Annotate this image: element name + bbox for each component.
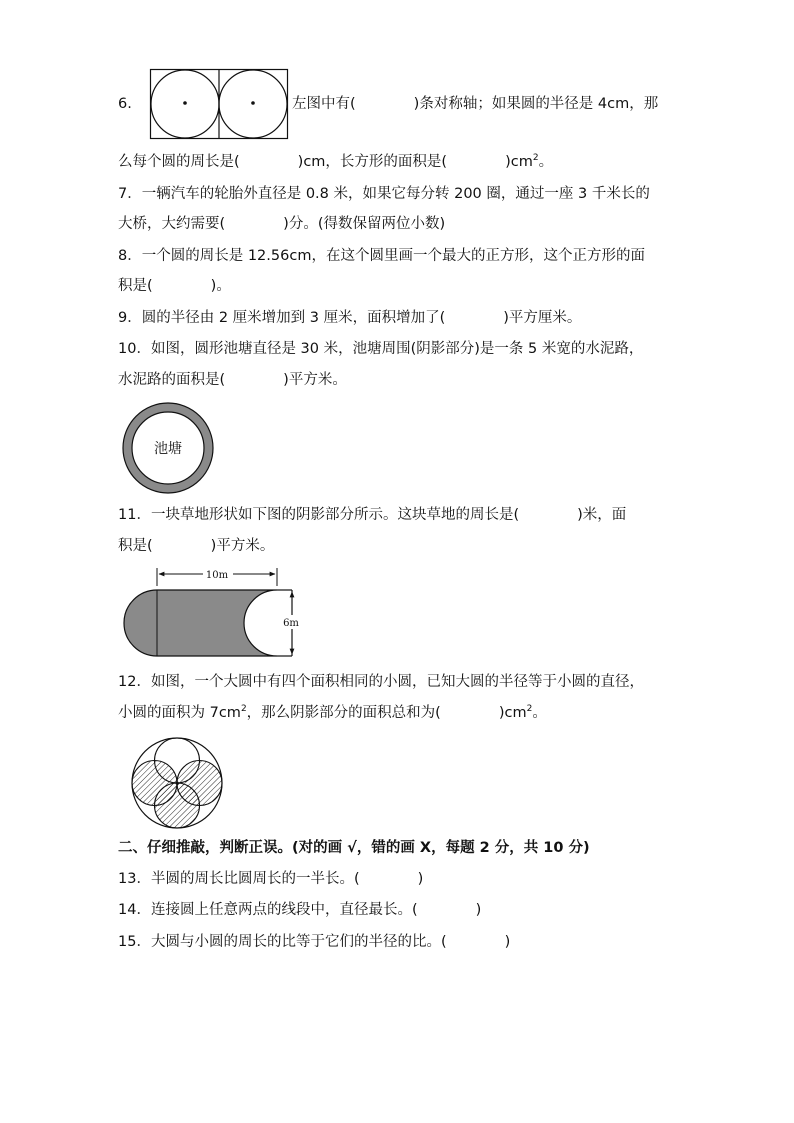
q12-line2-a: 小圆的面积为 7cm <box>118 705 241 721</box>
q11-figure <box>120 566 305 662</box>
q9-line1: 9．圆的半径由 2 厘米增加到 3 厘米，面积增加了( )平方厘米。 <box>118 310 582 326</box>
q6-text-b: 么每个圆的周长是( )cm，长方形的面积是( )cm <box>118 154 533 170</box>
q12-sup1: 2 <box>240 704 247 714</box>
q15-text: 15．大圆与小圆的周长的比等于它们的半径的比。( ) <box>118 934 511 950</box>
q10-figure <box>122 402 214 494</box>
q11-lawn-shape <box>124 590 277 656</box>
q11-line1: 11．一块草地形状如下图的阴影部分所示。这块草地的周长是( )米，面 <box>118 507 627 523</box>
q6-right-center <box>251 101 255 105</box>
q8-line2: 积是( )。 <box>118 278 231 294</box>
q11-height-label: 6m <box>283 618 299 629</box>
q12-small-circle-top <box>155 738 200 783</box>
q10-pond-label: 池塘 <box>154 441 182 457</box>
q6-figure <box>150 69 288 139</box>
q12-line2 <box>118 703 547 723</box>
q14-text: 14．连接圆上任意两点的线段中，直径最长。( ) <box>118 902 482 918</box>
q6-sup: 2 <box>532 153 539 163</box>
q10-line2: 水泥路的面积是( )平方米。 <box>118 372 347 388</box>
q8-line1: 8．一个圆的周长是 12.56cm，在这个圆里画一个最大的正方形，这个正方形的面 <box>118 248 645 264</box>
q11-line2: 积是( )平方米。 <box>118 538 275 554</box>
q12-line2-tail: 。 <box>532 705 547 721</box>
q13-text: 13．半圆的周长比圆周长的一半长。( ) <box>118 871 424 887</box>
section2-title: 二、仔细推敲，判断正误。(对的画 √，错的画 X，每题 2 分，共 10 分) <box>118 840 590 856</box>
q7-line2: 大桥，大约需要( )分。(得数保留两位小数) <box>118 216 446 232</box>
q11-width-label: 10m <box>205 570 229 581</box>
q12-sup2: 2 <box>526 704 533 714</box>
q7-line1: 7．一辆汽车的轮胎外直径是 0.8 米，如果它每分转 200 圈，通过一座 3 千米长的 <box>118 186 650 202</box>
q12-line2-b: ，那么阴影部分的面积总和为( )cm <box>246 705 527 721</box>
q10-line1: 10．如图，圆形池塘直径是 30 米，池塘周围(阴影部分)是一条 5 米宽的水泥路， <box>118 341 644 357</box>
q12-center-dot <box>175 781 178 784</box>
q6-left-center <box>183 101 187 105</box>
q12-line1: 12．如图，一个大圆中有四个面积相同的小圆，已知大圆的半径等于小圆的直径， <box>118 674 644 690</box>
q6-tail: 。 <box>538 154 554 170</box>
q12-figure <box>130 736 224 830</box>
q6-text-b-line <box>118 152 553 172</box>
q6-number: 6. <box>118 96 132 112</box>
q6-text-a: 左图中有( )条对称轴；如果圆的半径是 4cm，那 <box>292 96 659 112</box>
